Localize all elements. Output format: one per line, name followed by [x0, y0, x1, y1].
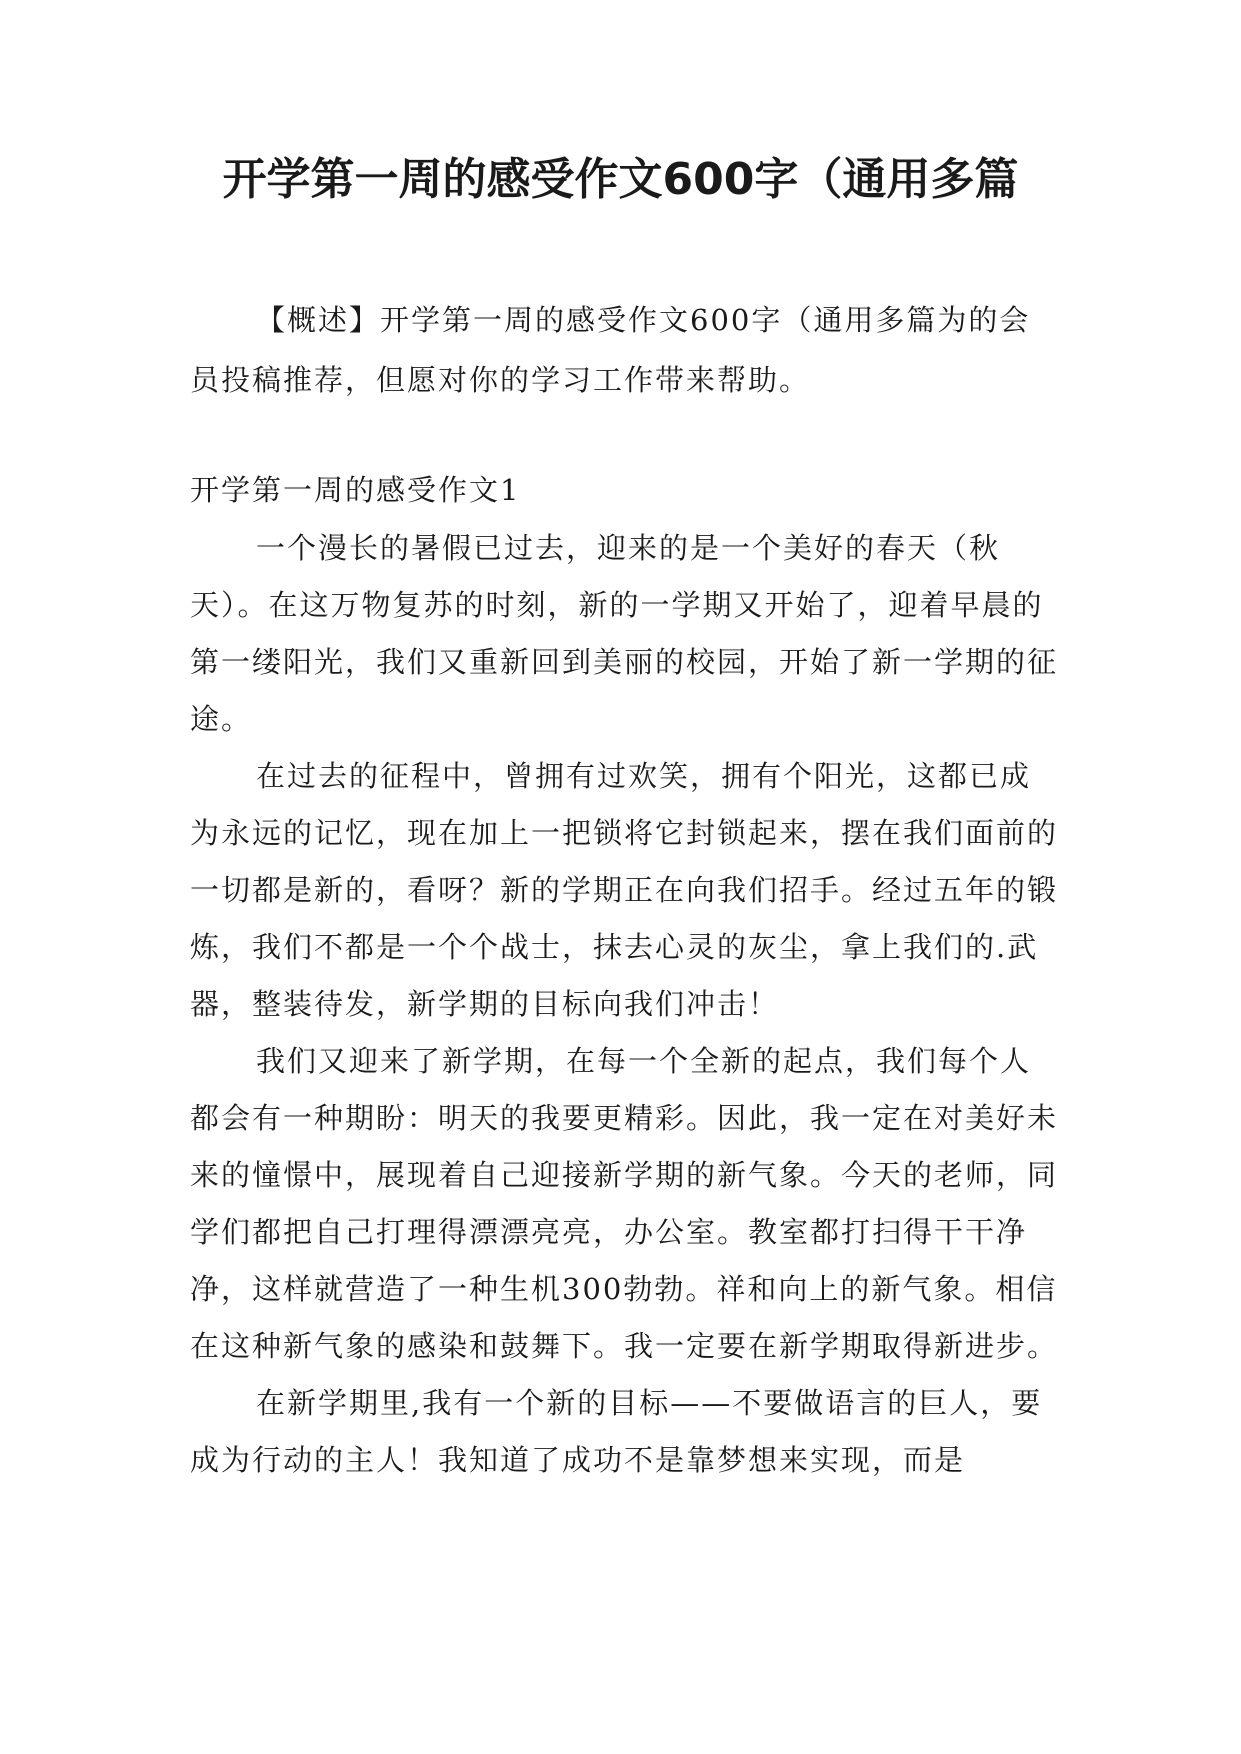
- essay-body: [190, 520, 1060, 1489]
- essay-heading: 开学第一周的感受作文1: [190, 473, 521, 507]
- summary-paragraph: 【概述】开学第一周的感受作文600字（通用多篇为的会员投稿推荐，但愿对你的学习工作带来帮助。: [190, 303, 1031, 397]
- essay-paragraph: 在过去的征程中，曾拥有过欢笑，拥有个阳光，这都已成为永远的记忆，现在加上一把锁将它封锁起来，摆在我们面前的一切都是新的，看呀？新的学期正在向我们招手。经过五年的锻炼，我们不都是一个个战士，抹去心灵的灰尘，拿上我们的.武器，整装待发，新学期的目标向我们冲击！: [190, 759, 1059, 1021]
- essay-paragraph: 我们又迎来了新学期，在每一个全新的起点，我们每个人都会有一种期盼：明天的我要更精彩。因此，我一定在对美好未来的憧憬中，展现着自己迎接新学期的新气象。今天的老师，同学们都把自己打理得漂漂亮亮，办公室。教室都打扫得干干净净，这样就营造了一种生机300勃勃。祥和向上的新气象。相信在这种新气象的感染和鼓舞下。我一定要在新学期取得新进步。: [190, 1044, 1059, 1363]
- essay-paragraph: 在新学期里,我有一个新的目标——不要做语言的巨人，要成为行动的主人！我知道了成功不是靠梦想来实现，而是: [190, 1386, 1043, 1477]
- essay-paragraph: 一个漫长的暑假已过去，迎来的是一个美好的春天（秋天）。在这万物复苏的时刻，新的一学期又开始了，迎着早晨的第一缕阳光，我们又重新回到美丽的校园，开始了新一学期的征途。: [190, 531, 1059, 736]
- document-title: 开学第一周的感受作文600字（通用多篇: [222, 154, 1019, 205]
